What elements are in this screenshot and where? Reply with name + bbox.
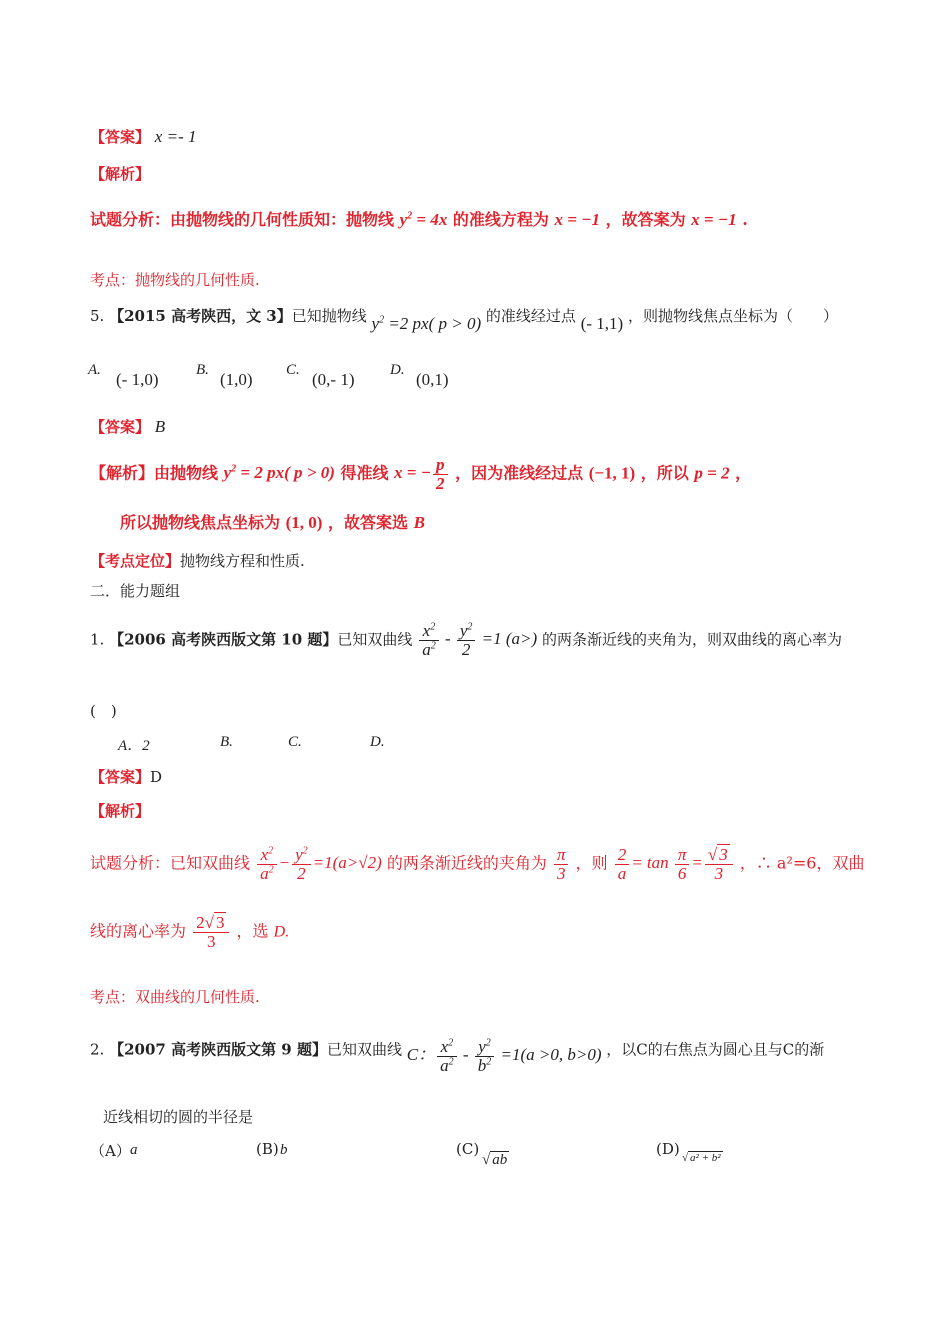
q5-answer-line: 【答案】 B (90, 417, 166, 436)
p2-option-b: b (280, 1142, 288, 1158)
formula-q5-directrix: x = − $\frac{p}{2}$ (394, 463, 450, 482)
p2-stem-line2: 近线相切的圆的半径是 (103, 1108, 254, 1126)
p1-option-a: A．2 (118, 738, 150, 754)
q4-kaodian: 考点：抛物线的几何性质. (90, 271, 260, 289)
answer-tag: 【答案】 (90, 128, 151, 146)
q5-option-d: (0,1) (416, 370, 449, 389)
p1-answer-value: D (150, 768, 163, 786)
p1-analysis-tag: 【解析】 (90, 802, 151, 820)
analysis-tag: 【解析】 (90, 165, 151, 183)
formula-q5-parabola: $y^2 =2$ px( p > 0) (371, 314, 482, 333)
q5-option-d-label: D. (390, 362, 405, 378)
q5-option-c-label: C. (286, 362, 300, 378)
q5-stem: 5. 【2015 高考陕西，文 3】已知抛物线 $y^2 =2$ px( p > 0) 的准线经过点 (- 1,1) ，则抛物线焦点坐标为（ ） (90, 307, 838, 333)
q5-option-b: (1,0) (220, 370, 253, 389)
p2-options (90, 1140, 790, 1176)
p2-option-d: √ a² + b² (682, 1152, 721, 1164)
p1-stem: 1. 【2006 高考陕西版文第 10 题】已知双曲线 $\frac{x^2}{a^2}$ - $\frac{y^2}{2}$ =1 (a>) 的两条渐近线的夹角为，则双曲线的离心率为 (90, 621, 842, 659)
p2-option-c: √ ab (482, 1152, 508, 1168)
p2-option-b-label: (B) (256, 1140, 279, 1158)
q5-option-a-label: A. (88, 362, 101, 378)
formula-p1-ecc: $\frac{2√ 3}{3}$ (191, 921, 231, 940)
formula-q5-parabola-2: $y^2 = 2$ px( p > 0) (223, 463, 335, 483)
q5-kaodian: 【考点定位】抛物线方程和性质. (90, 552, 305, 570)
formula-p1-hyperbola: $\frac{x^2}{a^2}$ - $\frac{y^2}{2}$ =1 (a>) (417, 629, 537, 648)
p1-options (118, 734, 418, 754)
p1-option-d: D. (370, 734, 385, 750)
formula-p1-tan: $\frac{2}{a}$ = tan $\frac{\pi}{6}$ = $\frac{√ 3}{3}$ (613, 853, 735, 872)
formula-answer: x = −1 (691, 210, 737, 229)
p1-option-b: B. (220, 734, 233, 750)
formula-p1-angle: $\frac{\pi}{3}$ (552, 853, 571, 872)
p2-option-a: a (130, 1142, 138, 1158)
p1-paren: ( ) (90, 702, 117, 720)
formula-p1-hyperbola-2: $\frac{x^2}{a^2}$ − $\frac{y^2}{2}$ =1(a>√2) (255, 853, 382, 872)
q5-answer-value: B (154, 417, 166, 436)
formula-q5-point: (−1, 1) (588, 463, 636, 483)
q5-option-c: (0,- 1) (312, 370, 355, 389)
p1-analysis-line2: 线的离心率为 $\frac{2√ 3}{3}$ ，选 D. (90, 913, 290, 951)
p2-option-d-label: (D) (656, 1140, 680, 1158)
q5-analysis-line2: 所以抛物线焦点坐标为 (1, 0) ，故答案选 B (120, 513, 425, 532)
q5-option-a: (- 1,0) (116, 370, 159, 389)
p1-option-c: C. (288, 734, 302, 750)
p2-option-a-label: （A） (90, 1142, 131, 1160)
q4-answer-line (90, 126, 196, 147)
formula-directrix: x = −1 (554, 210, 600, 229)
q5-options (88, 362, 488, 396)
section-title: 二．能力题组 (90, 582, 181, 600)
p2-option-c-label: (C) (456, 1140, 480, 1158)
p1-analysis-line1: 试题分析：已知双曲线 $\frac{x^2}{a^2}$ − $\frac{y^2}{2}$ =1(a>√2) 的两条渐近线的夹角为 $\frac{\pi}{3}$ ，则 $\frac{2}{a}$ = tan $\frac{\pi}{6}$ = $\frac{√ 3}{3}$ ，∴ a²=6，双曲 (90, 845, 865, 883)
formula-p2-hyperbola: C： $\frac{x^2}{a^2}$ - $\frac{y^2}{b^2}$ =1(a >0, b>0) (406, 1037, 602, 1075)
q5-analysis-line1: 【解析】由抛物线 $y^2 = 2$ px( p > 0) 得准线 x = − $\frac{p}{2}$ ，因为准线经过点 (−1, 1) ，所以 p = 2 ， (90, 455, 752, 493)
formula-q5-focus: (1, 0) (285, 513, 323, 532)
p1-answer-line: 【答案】D (90, 768, 163, 786)
q5-option-b-label: B. (196, 362, 209, 378)
p2-stem: 2. 【2007 高考陕西版文第 9 题】已知双曲线 C： $\frac{x^2}{a^2}$ - $\frac{y^2}{b^2}$ =1(a >0, b>0) ，以C的右焦点为圆心且与C的渐 (90, 1037, 825, 1075)
p1-kaodian: 考点：双曲线的几何性质. (90, 988, 260, 1006)
answer-value: x =- 1 (154, 127, 197, 146)
formula-q5-p: p = 2 (694, 463, 730, 483)
q4-analysis-text: 试题分析：由抛物线的几何性质知：抛物线 $y^2 = 4x$ 的准线方程为 x = −1 ，故答案为 x = −1 . (90, 210, 748, 229)
formula-parabola: $y^2 = 4x$ (399, 210, 448, 229)
